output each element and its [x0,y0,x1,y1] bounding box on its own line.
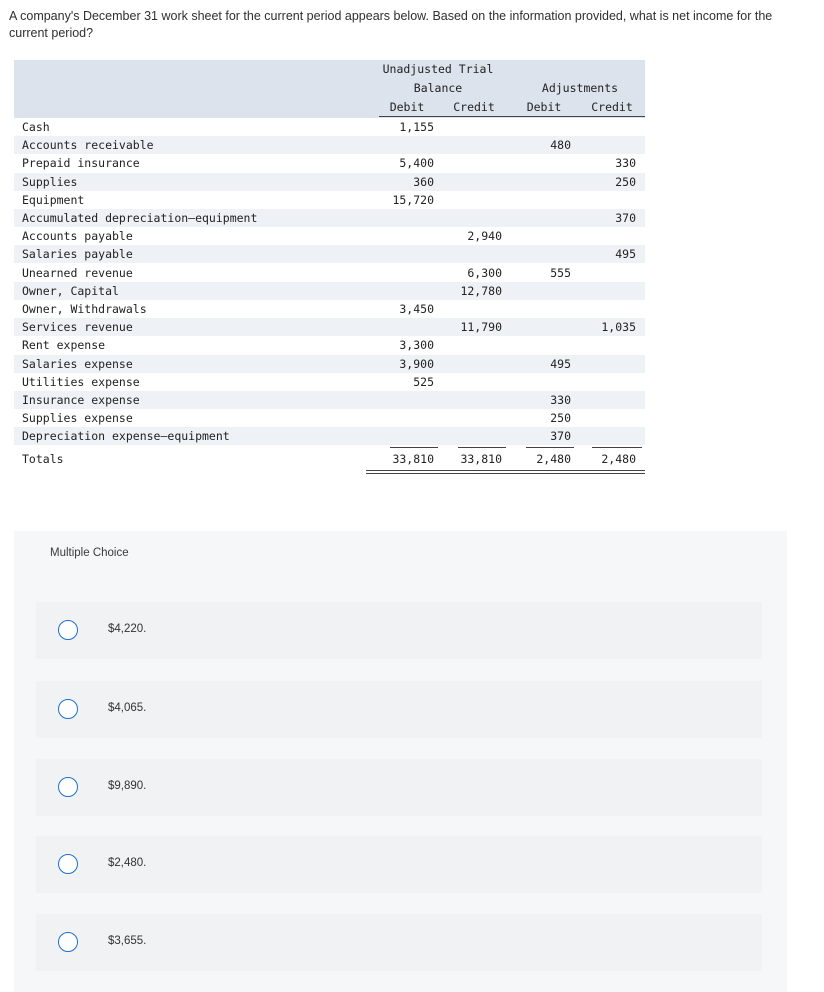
account-name: Supplies [22,174,78,189]
account-name: Insurance expense [22,393,140,407]
header-unadjusted-line2: Balance [413,81,463,95]
account-name: Salaries payable [22,247,133,262]
choice-option-2[interactable] [36,681,762,738]
choice-label: $9,890. [108,780,147,792]
amount-tb-credit: 2,940 [467,229,502,244]
total-rule [390,447,438,448]
amount-tb-debit: 525 [413,374,434,389]
row-stripe [14,173,645,191]
account-name: Supplies expense [22,411,133,426]
account-name: Accumulated depreciation—equipment [22,211,258,225]
header-unadjusted-line1: Unadjusted Trial [382,62,494,76]
radio-button-icon[interactable] [58,620,78,640]
account-name: Utilities expense [22,374,140,389]
header-tb-debit: Debit [389,100,425,114]
header-adj-debit: Debit [526,100,562,114]
radio-button-icon[interactable] [58,699,78,719]
total-tb-credit: 33,810 [460,451,502,466]
amount-adj-debit: 370 [550,429,571,444]
total-adj-credit: 2,480 [601,451,636,466]
choice-label: $4,220. [108,623,147,635]
multiple-choice-panel [14,531,787,992]
total-tb-debit: 33,810 [392,451,434,466]
worksheet-table [14,60,645,473]
amount-tb-credit: 6,300 [467,265,502,280]
account-name: Unearned revenue [22,265,133,280]
choice-label: $4,065. [108,702,147,714]
amount-adj-credit: 250 [615,174,636,189]
radio-button-icon[interactable] [58,777,78,797]
amount-tb-credit: 11,790 [460,320,502,335]
amount-adj-debit: 330 [550,393,571,407]
account-name: Salaries expense [22,356,133,371]
radio-button-icon[interactable] [58,854,78,874]
choice-label: $2,480. [108,857,147,869]
total-adj-debit: 2,480 [536,451,571,466]
choice-option-1[interactable] [36,602,762,659]
total-rule [458,447,506,448]
choice-option-5[interactable] [36,914,762,971]
account-name: Accounts payable [22,229,133,244]
account-name: Rent expense [22,338,106,353]
header-underline [379,116,645,117]
header-adj-credit: Credit [591,100,633,114]
choice-label: $3,655. [108,935,147,947]
amount-adj-credit: 1,035 [601,320,636,335]
amount-tb-debit: 3,900 [399,356,434,371]
double-underline [366,470,645,471]
amount-tb-debit: 360 [413,174,434,189]
amount-adj-debit: 555 [550,265,571,280]
multiple-choice-title: Multiple Choice [50,547,129,559]
total-rule [592,447,642,448]
choice-option-4[interactable] [36,836,762,893]
amount-adj-credit: 495 [615,247,636,262]
amount-adj-credit: 370 [615,211,636,225]
account-name: Equipment [22,192,85,207]
account-name: Owner, Capital [22,283,119,298]
totals-label: Totals [22,451,64,466]
amount-adj-debit: 480 [550,138,571,153]
amount-adj-debit: 250 [550,411,571,426]
account-name: Cash [22,120,50,134]
double-underline [366,473,645,474]
amount-tb-debit: 1,155 [399,120,434,134]
total-rule [526,447,574,448]
choice-option-3[interactable] [36,759,762,816]
amount-tb-debit: 15,720 [392,192,434,207]
question-text: A company's December 31 work sheet for the current period appears below. Based on the information provided, what is net income for the current period? [9,9,773,40]
account-name: Owner, Withdrawals [22,302,147,316]
radio-button-icon[interactable] [58,932,78,952]
amount-tb-debit: 3,300 [399,338,434,353]
account-name: Depreciation expense—equipment [22,429,230,444]
account-name: Prepaid insurance [22,156,140,171]
amount-tb-debit: 5,400 [399,156,434,171]
amount-tb-credit: 12,780 [460,283,502,298]
header-tb-credit: Credit [453,100,495,114]
account-name: Services revenue [22,320,133,335]
amount-adj-debit: 495 [550,356,571,371]
header-adjustments: Adjustments [541,81,619,95]
account-name: Accounts receivable [22,138,154,153]
amount-adj-credit: 330 [615,156,636,171]
amount-tb-debit: 3,450 [399,302,434,316]
